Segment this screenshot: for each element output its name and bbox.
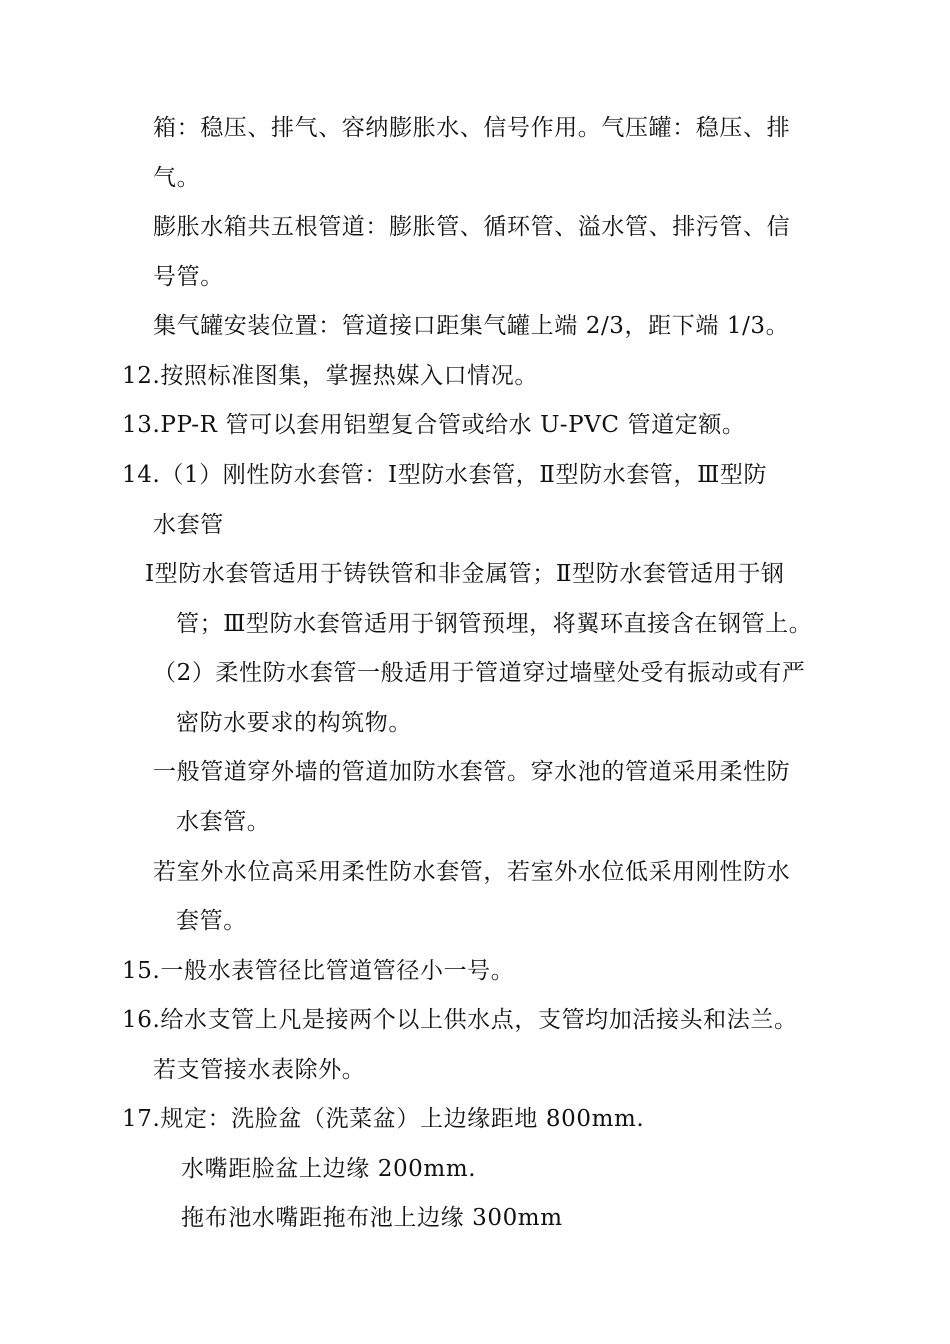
text-line-23: 拖布池水嘴距拖布池上边缘 300mm [181, 1205, 563, 1231]
text-line-13: 密防水要求的构筑物。 [176, 710, 412, 736]
text-line-19: 16.给水支管上凡是接两个以上供水点，支管均加活接头和法兰。 [122, 1007, 798, 1033]
text-line-12: （2）柔性防水套管一般适用于管道穿过墙壁处受有振动或有严 [153, 660, 806, 686]
text-line-16: 若室外水位高采用柔性防水套管，若室外水位低采用刚性防水 [153, 859, 791, 885]
text-line-7: 13.PP-R 管可以套用铝塑复合管或给水 U-PVC 管道定额。 [122, 412, 746, 438]
text-line-11: 管；Ⅲ型防水套管适用于钢管预埋，将翼环直接含在钢管上。 [176, 611, 813, 637]
text-line-8: 14.（1）刚性防水套管：Ⅰ型防水套管，Ⅱ型防水套管，Ⅲ型防 [122, 462, 768, 488]
text-line-22: 水嘴距脸盆上边缘 200mm. [181, 1156, 477, 1182]
text-line-9: 水套管 [153, 512, 224, 538]
text-line-1: 箱：稳压、排气、容纳膨胀水、信号作用。气压罐：稳压、排 [153, 115, 791, 141]
text-line-10: Ⅰ型防水套管适用于铸铁管和非金属管；Ⅱ型防水套管适用于钢 [145, 561, 785, 587]
text-line-6: 12.按照标准图集，掌握热媒入口情况。 [122, 363, 538, 389]
text-line-5: 集气罐安装位置：管道接口距集气罐上端 2/3，距下端 1/3。 [153, 313, 790, 339]
text-line-18: 15.一般水表管径比管道管径小一号。 [122, 958, 515, 984]
text-line-15: 水套管。 [176, 809, 271, 835]
text-line-20: 若支管接水表除外。 [153, 1057, 366, 1083]
text-line-3: 膨胀水箱共五根管道：膨胀管、循环管、溢水管、排污管、信 [153, 214, 791, 240]
text-line-4: 号管。 [153, 264, 224, 290]
text-line-21: 17.规定：洗脸盆（洗菜盆）上边缘距地 800mm. [122, 1106, 645, 1132]
text-line-2: 气。 [153, 165, 201, 191]
text-line-17: 套管。 [176, 908, 247, 934]
text-line-14: 一般管道穿外墙的管道加防水套管。穿水池的管道采用柔性防 [153, 759, 791, 785]
